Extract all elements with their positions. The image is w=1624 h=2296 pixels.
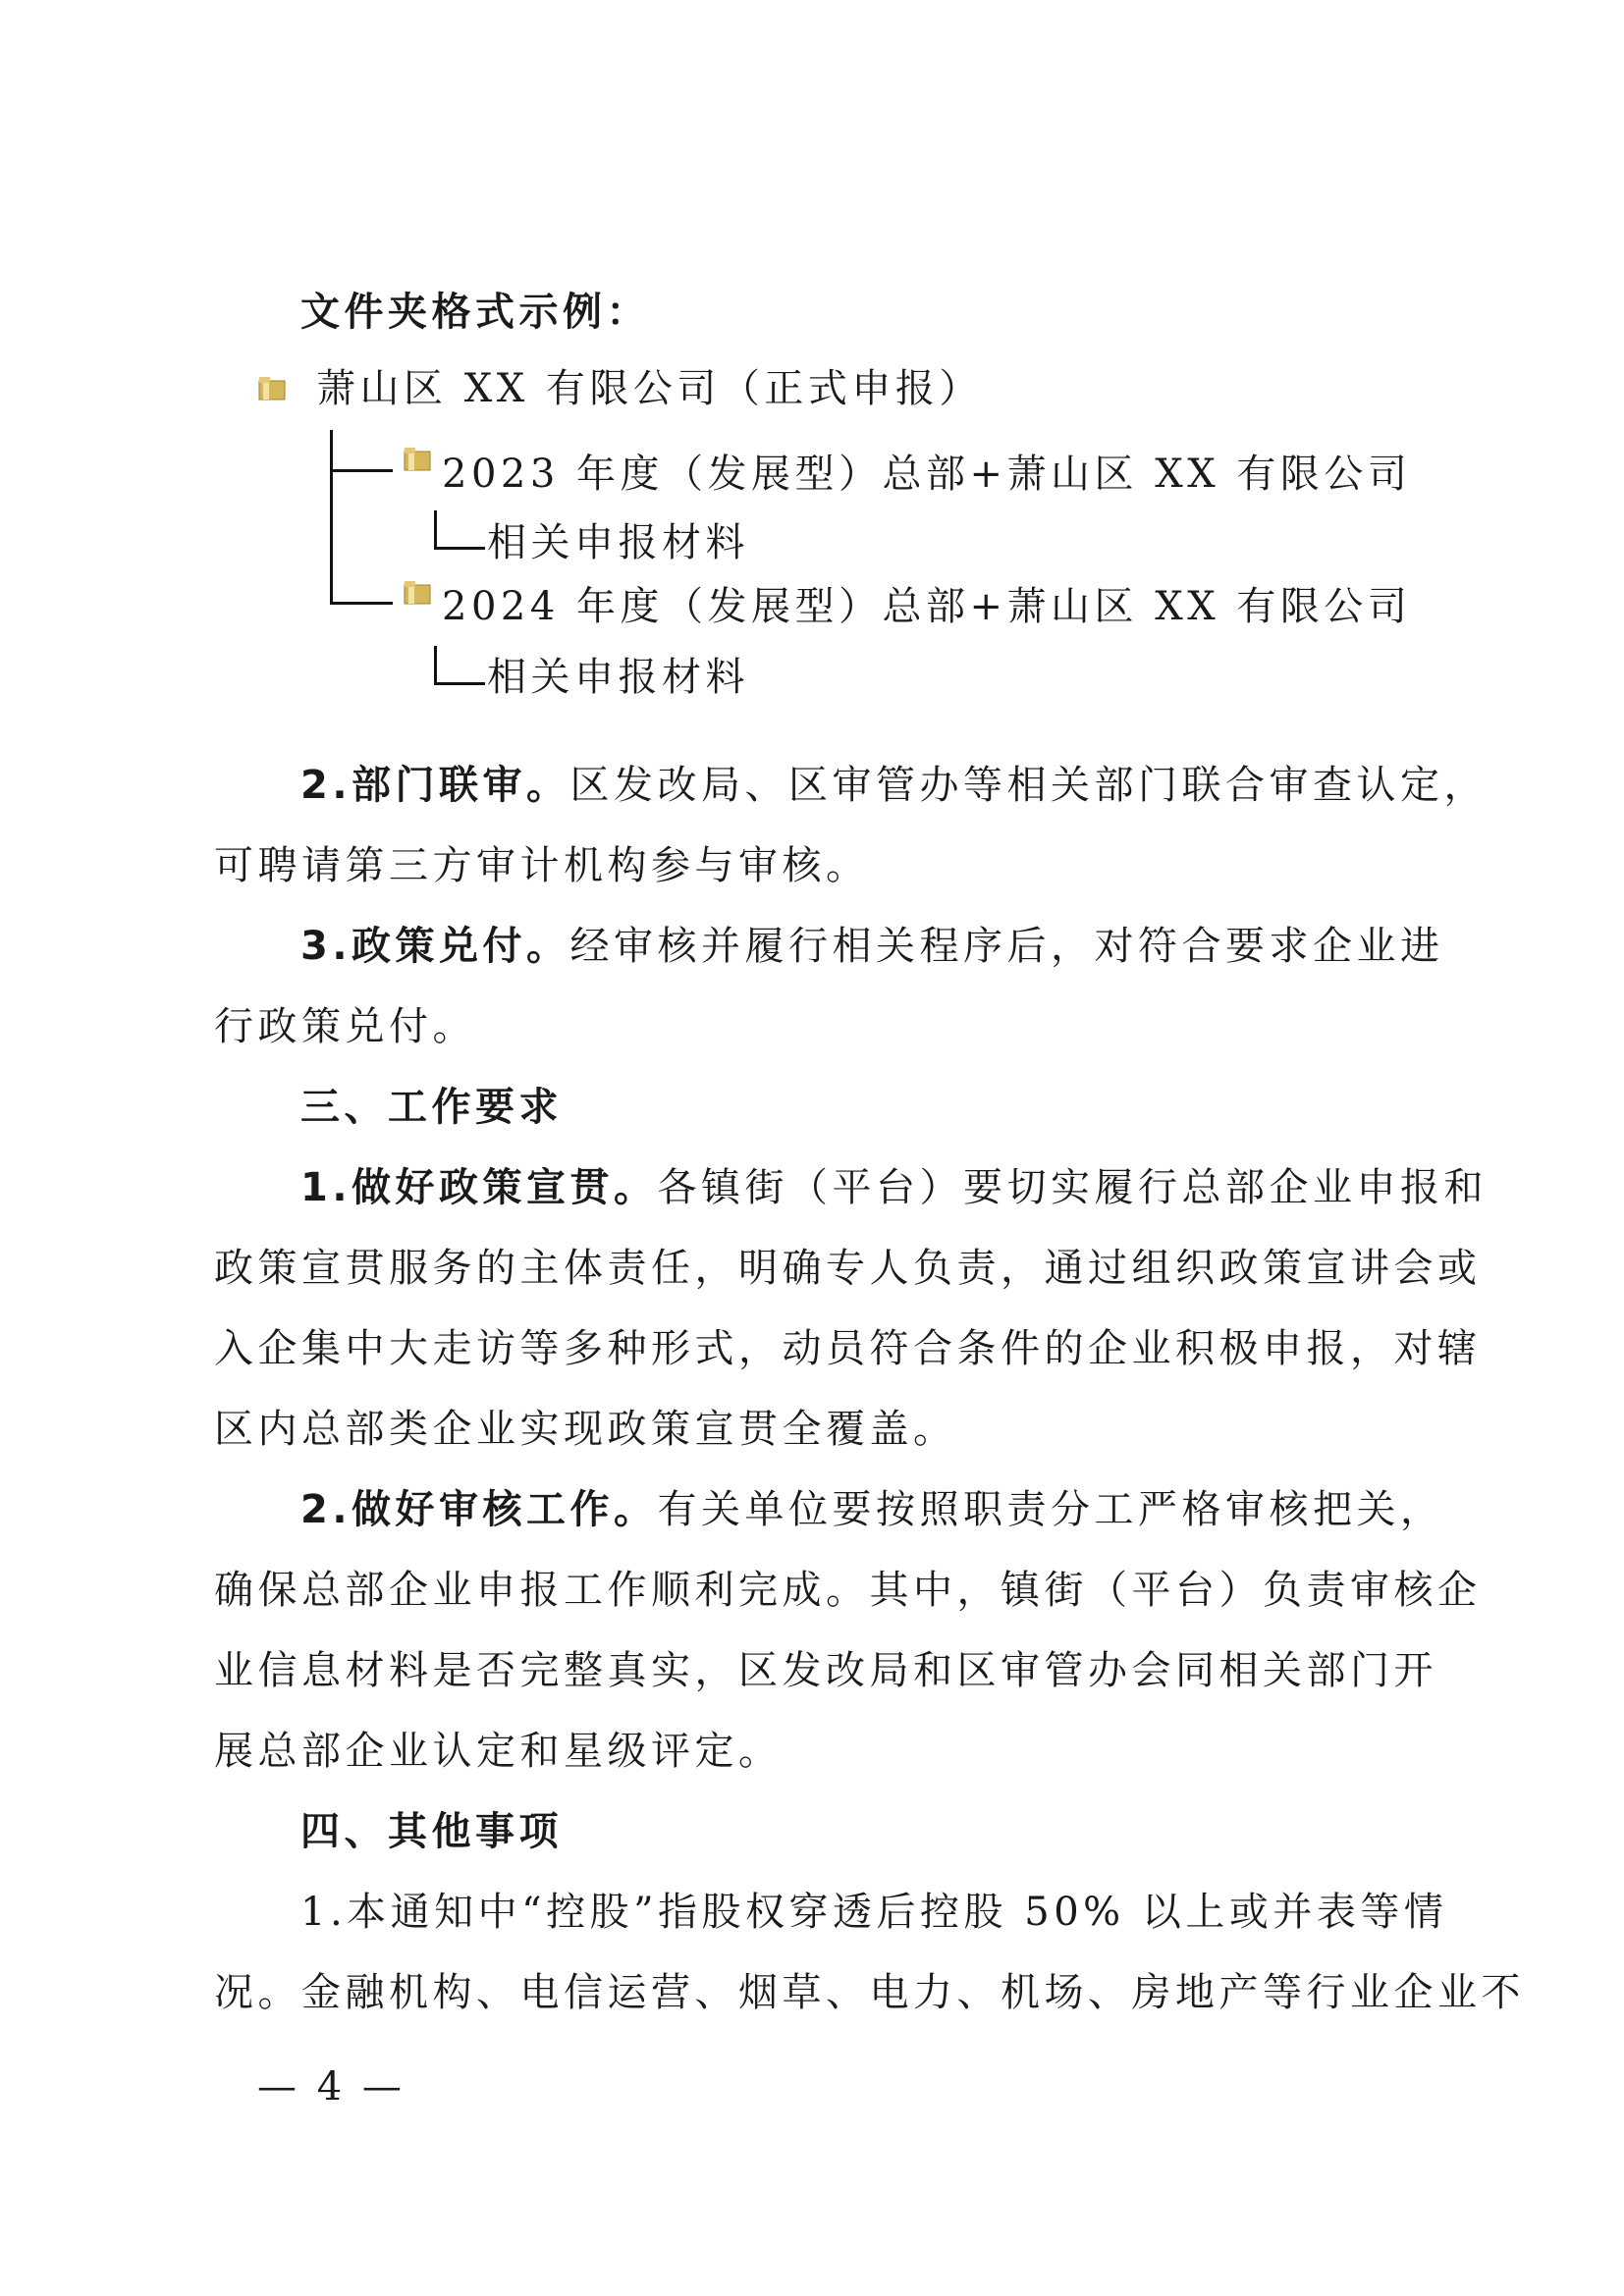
paragraph-line: 可聘请第三方审计机构参与审核。: [214, 843, 870, 888]
paragraph-line: 区内总部类企业实现政策宣贯全覆盖。: [214, 1407, 957, 1452]
tree-branch-line: [330, 602, 393, 605]
paragraph-lead: 1.做好政策宣贯。: [300, 1165, 658, 1210]
folder-example-heading: 文件夹格式示例：: [300, 290, 650, 335]
sub-tree-vertical: [434, 510, 437, 550]
paragraph-line: 3.政策兑付。经审核并履行相关程序后，对符合要求企业进: [300, 924, 1444, 969]
paragraph-line: 2.部门联审。区发改局、区审管办等相关部门联合审查认定，: [300, 763, 1489, 808]
paragraph-line: 1.本通知中“控股”指股权穿透后控股 50% 以上或并表等情: [300, 1890, 1448, 1935]
folder-icon: [403, 577, 432, 607]
folder-item-2024: 2024 年度（发展型）总部+萧山区 XX 有限公司: [442, 584, 1412, 629]
folder-item-child: 相关申报材料: [487, 655, 749, 700]
paragraph-lead: 2.做好审核工作。: [300, 1487, 658, 1532]
paragraph-lead: 2.部门联审。: [300, 763, 570, 808]
tree-vertical-line: [330, 430, 333, 605]
folder-item-2023: 2023 年度（发展型）总部+萧山区 XX 有限公司: [442, 452, 1412, 497]
tree-branch-line: [330, 469, 393, 472]
folder-item-child: 相关申报材料: [487, 520, 749, 565]
paragraph-line: 1.做好政策宣贯。各镇街（平台）要切实履行总部企业申报和: [300, 1165, 1489, 1210]
root-folder-label: 萧山区 XX 有限公司（正式申报）: [316, 366, 983, 411]
paragraph-line: 业信息材料是否完整真实，区发改局和区审管办会同相关部门开: [214, 1648, 1437, 1693]
section-heading: 三、工作要求: [300, 1085, 563, 1130]
paragraph-lead: 3.政策兑付。: [300, 924, 570, 969]
paragraph-line: 2.做好审核工作。有关单位要按照职责分工严格审核把关，: [300, 1487, 1444, 1532]
sub-tree-vertical: [434, 646, 437, 685]
paragraph-line: 行政策兑付。: [214, 1004, 476, 1049]
folder-icon: [403, 444, 432, 473]
page-number: — 4 —: [257, 2064, 406, 2109]
section-heading: 四、其他事项: [300, 1809, 563, 1854]
folder-icon: [257, 373, 287, 402]
paragraph-line: 政策宣贯服务的主体责任，明确专人负责，通过组织政策宣讲会或: [214, 1246, 1482, 1291]
sub-tree-branch: [434, 547, 485, 550]
paragraph-line: 入企集中大走访等多种形式，动员符合条件的企业积极申报，对辖: [214, 1326, 1482, 1371]
paragraph-line: 确保总部企业申报工作顺利完成。其中，镇街（平台）负责审核企: [214, 1568, 1482, 1613]
paragraph-line: 况。金融机构、电信运营、烟草、电力、机场、房地产等行业企业不: [214, 1970, 1525, 2015]
paragraph-line: 展总部企业认定和星级评定。: [214, 1729, 783, 1774]
sub-tree-branch: [434, 682, 485, 685]
